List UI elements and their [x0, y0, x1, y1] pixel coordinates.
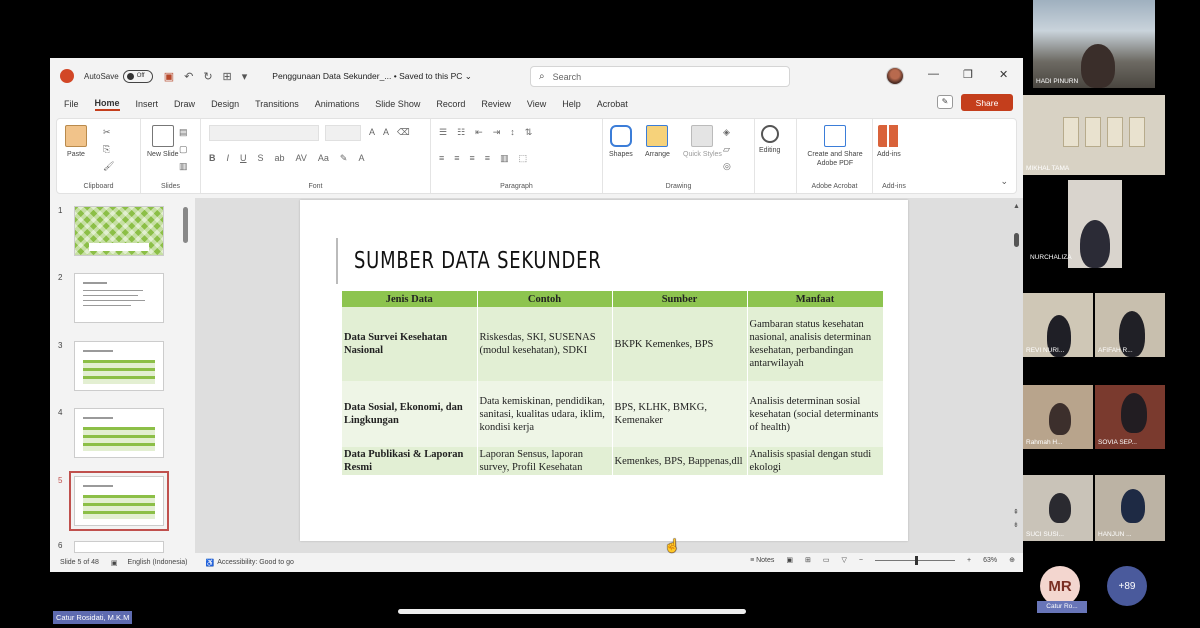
participant-name: AFIFAH R... — [1098, 347, 1133, 354]
shape-format-buttons — [723, 127, 731, 172]
self-initials: MR — [1048, 577, 1072, 595]
tab-slide-show[interactable]: Slide Show — [375, 99, 421, 109]
collapse-ribbon-icon[interactable]: ⌄ — [1000, 176, 1008, 186]
status-right-controls — [750, 556, 1015, 564]
language[interactable]: English (Indonesia) — [127, 559, 188, 566]
slides-small-buttons — [179, 127, 188, 172]
shapes-icon — [610, 125, 632, 147]
font-family-select[interactable] — [209, 125, 319, 141]
table-row — [342, 307, 883, 381]
participant-name: HADI PINURN — [1036, 78, 1079, 85]
home-indicator-bar[interactable] — [398, 609, 746, 614]
numbering-icon[interactable]: ☷ — [457, 127, 466, 137]
current-slide[interactable] — [300, 200, 908, 541]
shapes-label: Shapes — [609, 151, 633, 158]
thumbnail-scrollbar[interactable] — [183, 203, 189, 548]
editing-button[interactable] — [759, 125, 780, 155]
account-avatar[interactable] — [886, 67, 904, 85]
thumbnail-number: 6 — [58, 541, 63, 550]
thumbnail-number: 5 — [58, 476, 63, 485]
arrange-button[interactable] — [645, 125, 670, 159]
drawing-group — [603, 119, 755, 193]
search-placeholder: Search — [552, 71, 582, 82]
create-pdf-button[interactable] — [801, 125, 869, 168]
shape-effects-icon[interactable]: ◎ — [723, 161, 731, 171]
room-window — [1085, 117, 1101, 147]
paragraph-label: Paragraph — [500, 183, 533, 190]
highlight-icon[interactable]: ✎ — [339, 153, 348, 163]
present-icon[interactable]: ⊞ — [222, 70, 232, 83]
powerpoint-window — [50, 58, 1023, 572]
pdf-icon — [824, 125, 846, 147]
table-cell: Riskesdas, SKI, SUSENAS (modul kesehatan), SDKI — [477, 307, 612, 381]
document-title[interactable]: Penggunaan Data Sekunder_... • Saved to this PC ⌄ — [272, 70, 472, 81]
table-cell: Analisis spasial dengan studi ekologi — [747, 447, 883, 475]
increase-indent-icon[interactable]: ⇥ — [492, 127, 501, 137]
participant-name: NURCHALIZA — [1030, 254, 1072, 261]
table-cell: Laporan Sensus, laporan survey, Profil Kesehatan — [477, 447, 612, 475]
tab-view[interactable]: View — [526, 99, 547, 109]
title-bar — [50, 58, 1023, 94]
font-size-buttons — [369, 127, 410, 138]
tab-help[interactable]: Help — [562, 99, 581, 109]
slide-canvas — [195, 198, 1023, 553]
italic-icon[interactable]: I — [226, 153, 230, 163]
thumbnail-4[interactable] — [58, 408, 164, 458]
thumbnail-number: 2 — [58, 273, 63, 282]
shadow-icon[interactable]: ab — [274, 153, 285, 163]
share-label: Share — [975, 97, 999, 108]
scrollbar-thumb[interactable] — [1014, 233, 1019, 247]
data-source-table[interactable] — [342, 291, 884, 475]
section-icon[interactable]: ▥ — [179, 161, 188, 171]
paragraph-row-2 — [439, 153, 527, 164]
clipboard-label: Clipboard — [83, 183, 114, 190]
thumbnail-5[interactable] — [58, 476, 164, 526]
shape-outline-icon[interactable]: ▱ — [723, 144, 730, 154]
editing-group — [755, 119, 797, 193]
participant-video — [1049, 403, 1071, 435]
arrange-label: Arrange — [645, 151, 670, 158]
editing-label: Editing — [759, 147, 781, 154]
bold-icon[interactable]: B — [209, 153, 216, 163]
table-cell: Data Sosial, Ekonomi, dan Lingkungan — [342, 381, 477, 447]
room-window — [1107, 117, 1123, 147]
table-cell: Data Publikasi & Laporan Resmi — [342, 447, 477, 475]
participant-video — [1049, 493, 1071, 523]
comments-icon[interactable]: ✎ — [937, 95, 953, 109]
notes-label: Notes — [756, 556, 775, 564]
tab-record[interactable]: Record — [436, 99, 466, 109]
participant-tile[interactable] — [1095, 293, 1165, 357]
font-color-icon[interactable]: A — [358, 153, 365, 163]
slides-group — [141, 119, 201, 193]
adobe-acrobat-label: Adobe Acrobat — [811, 183, 858, 190]
paste-icon — [65, 125, 87, 147]
new-slide-icon — [152, 125, 174, 147]
table-cell: Analisis determinan sosial kesehatan (social determinants of health) — [747, 381, 883, 447]
reset-icon[interactable]: ▢ — [179, 144, 188, 154]
align-center-icon[interactable]: ≡ — [454, 153, 460, 163]
table-cell: Gambaran status kesehatan nasional, analisis determinan kesehatan, perbandingan antarwilayah — [747, 307, 883, 381]
participant-name: REVI NURI... — [1026, 347, 1065, 354]
addins-icon — [878, 125, 900, 147]
paragraph-row-1 — [439, 127, 532, 138]
layout-icon[interactable]: ▤ — [179, 127, 188, 137]
increase-font-icon[interactable]: A — [369, 127, 376, 137]
participant-name: SOVIA SEP... — [1098, 439, 1137, 446]
thumbnail-number: 1 — [58, 206, 63, 215]
save-icon[interactable]: ▣ — [163, 70, 175, 83]
zoom-out-icon[interactable]: − — [858, 556, 864, 564]
search-input[interactable] — [530, 66, 790, 87]
text-direction-icon[interactable]: ⇅ — [524, 127, 533, 137]
addins-label: Add-ins — [877, 151, 901, 158]
spelling-icon[interactable]: ▣ — [110, 559, 118, 567]
fit-slide-icon[interactable]: ⊕ — [1009, 557, 1015, 564]
font-group — [201, 119, 431, 193]
slide-count: Slide 5 of 48 — [60, 559, 99, 566]
notes-button[interactable]: ≡ Notes — [750, 556, 775, 564]
tab-transitions[interactable]: Transitions — [255, 99, 299, 109]
participant-tile[interactable] — [1095, 475, 1165, 541]
bullets-icon[interactable]: ☰ — [439, 127, 448, 137]
participant-video — [1121, 489, 1145, 523]
zoom-level[interactable]: 63% — [983, 556, 998, 564]
decrease-indent-icon[interactable]: ⇤ — [475, 127, 483, 137]
participant-tile[interactable] — [1023, 475, 1093, 541]
participant-tile[interactable] — [1023, 385, 1093, 449]
thumbnail-3[interactable] — [58, 341, 164, 391]
participant-tile[interactable] — [1068, 180, 1122, 268]
font-style-buttons — [209, 153, 364, 164]
spacing-icon[interactable]: AV — [295, 153, 307, 163]
table-cell: BKPK Kemenkes, BPS — [612, 307, 747, 381]
columns-icon[interactable]: ▥ — [500, 153, 509, 163]
slides-label: Slides — [160, 183, 181, 190]
thumbnail-image — [74, 341, 164, 391]
tab-file[interactable]: File — [64, 99, 79, 109]
thumbnail-image — [74, 408, 164, 458]
cut-icon[interactable]: ✂ — [103, 127, 111, 137]
thumbnail-image — [74, 541, 164, 553]
clipboard-small-buttons — [103, 127, 114, 172]
find-icon — [761, 125, 779, 143]
status-bar — [50, 553, 1023, 572]
column-header: Jenis Data — [342, 291, 477, 307]
align-right-icon[interactable]: ≡ — [469, 153, 475, 163]
more-participants-button[interactable] — [1107, 566, 1147, 606]
paste-button[interactable] — [65, 125, 87, 159]
quick-styles-label: Quick Styles — [683, 151, 722, 158]
font-label: Font — [308, 183, 323, 190]
thumbnail-number: 3 — [58, 341, 63, 350]
shapes-button[interactable] — [609, 125, 633, 159]
redo-icon[interactable]: ↻ — [203, 70, 213, 83]
addins-button[interactable] — [877, 125, 901, 159]
tab-insert[interactable]: Insert — [135, 99, 159, 109]
quick-styles-button[interactable] — [683, 125, 722, 159]
font-size-select[interactable] — [325, 125, 361, 141]
restore-icon[interactable]: ❐ — [963, 69, 973, 81]
undo-icon[interactable]: ↶ — [184, 70, 194, 83]
strike-icon[interactable]: S — [257, 153, 264, 163]
more-count: +89 — [1118, 580, 1136, 592]
column-header: Contoh — [477, 291, 612, 307]
table-row — [342, 381, 883, 447]
participant-video — [1121, 393, 1147, 433]
paste-label: Paste — [67, 151, 85, 158]
table-row — [342, 447, 883, 475]
customize-quick-access-icon[interactable]: ▾ — [241, 70, 248, 83]
tab-animations[interactable]: Animations — [314, 99, 360, 109]
tab-home[interactable]: Home — [95, 98, 120, 111]
autosave-state: Off — [136, 73, 145, 79]
powerpoint-logo-icon — [60, 69, 74, 83]
self-name: Catur Ro... — [1037, 601, 1087, 613]
slideshow-view-icon[interactable]: ▽ — [841, 557, 847, 564]
participant-name: Rahmah H... — [1026, 439, 1063, 446]
mouse-cursor-icon: ☝ — [664, 538, 681, 553]
zoom-slider-knob[interactable] — [915, 556, 918, 565]
addins-group-label: Add-ins — [882, 183, 906, 190]
toggle-knob-icon — [127, 73, 134, 80]
reading-view-icon[interactable]: ▭ — [822, 557, 830, 564]
underline-icon[interactable]: U — [240, 153, 247, 163]
tab-review[interactable]: Review — [481, 99, 511, 109]
ribbon — [56, 118, 1017, 194]
room-window — [1063, 117, 1079, 147]
participant-name: MIKHAL TAMA — [1026, 165, 1070, 172]
participant-tile[interactable] — [1023, 95, 1165, 175]
align-left-icon[interactable]: ≡ — [439, 153, 445, 163]
thumbnail-6[interactable] — [58, 541, 164, 553]
participant-tile[interactable] — [1033, 0, 1155, 88]
thumbnail-image-selected — [74, 476, 164, 526]
column-header: Sumber — [612, 291, 747, 307]
thumbnail-1[interactable] — [58, 206, 164, 256]
participant-name: HANJUN ... — [1098, 531, 1132, 538]
clear-format-icon[interactable]: ⌫ — [397, 127, 410, 137]
participant-tile[interactable] — [1095, 385, 1165, 449]
line-spacing-icon[interactable]: ↕ — [510, 127, 515, 137]
autosave-toggle[interactable] — [123, 70, 153, 83]
arrange-icon — [646, 125, 668, 147]
new-slide-button[interactable] — [147, 125, 179, 159]
room-window — [1129, 117, 1145, 147]
thumbnail-2[interactable] — [58, 273, 164, 323]
participant-video — [1081, 44, 1115, 88]
case-icon[interactable]: Aa — [317, 153, 329, 163]
scroll-up-icon[interactable]: ▲ — [1013, 203, 1020, 210]
justify-icon[interactable]: ≡ — [484, 153, 491, 163]
tab-design[interactable]: Design — [211, 99, 240, 109]
minimize-icon[interactable]: — — [928, 68, 939, 80]
shape-fill-icon[interactable]: ◈ — [723, 127, 730, 137]
thumbnail-image — [74, 273, 164, 323]
scrollbar-thumb[interactable] — [183, 207, 188, 243]
close-icon[interactable]: ✕ — [999, 69, 1009, 81]
decrease-font-icon[interactable]: A — [383, 127, 390, 137]
table-cell: BPS, KLHK, BMKG, Kemenaker — [612, 381, 747, 447]
accessibility-icon[interactable]: ♿ — [205, 559, 215, 567]
table-cell: Data Survei Kesehatan Nasional — [342, 307, 477, 381]
table-header-row — [342, 291, 883, 307]
smartart-icon[interactable]: ⬚ — [518, 153, 528, 163]
paragraph-group — [431, 119, 603, 193]
slide-thumbnail-pane — [50, 198, 195, 553]
quick-styles-icon — [691, 125, 713, 147]
zoom-slider[interactable] — [875, 560, 955, 561]
normal-view-icon[interactable]: ▣ — [786, 557, 794, 564]
participant-video — [1080, 220, 1110, 268]
drawing-label: Drawing — [665, 183, 692, 190]
self-avatar[interactable] — [1040, 566, 1080, 606]
slide-sorter-icon[interactable]: ⊞ — [805, 557, 811, 564]
presenter-name: Catur Rosidati, M.K.M — [53, 611, 132, 624]
clipboard-group — [57, 119, 141, 193]
scroll-up-page-icon[interactable]: ⇞ — [1013, 509, 1019, 516]
participant-tile[interactable] — [1023, 293, 1093, 357]
zoom-in-icon[interactable]: + — [967, 556, 972, 564]
new-slide-label: New Slide — [147, 151, 179, 158]
scroll-down-page-icon[interactable]: ⇟ — [1013, 522, 1019, 529]
search-icon: ⌕ — [539, 71, 545, 82]
tab-draw[interactable]: Draw — [174, 99, 196, 109]
table-cell: Kemenkes, BPS, Bappenas,dll — [612, 447, 747, 475]
slide-title[interactable]: SUMBER DATA SEKUNDER — [354, 248, 602, 274]
column-header: Manfaat — [747, 291, 883, 307]
share-button[interactable] — [961, 94, 1013, 111]
participant-name: SUCI SUSI... — [1026, 531, 1064, 538]
adobe-acrobat-group — [797, 119, 873, 193]
thumbnail-number: 4 — [58, 408, 63, 417]
format-painter-icon[interactable]: 🖌 — [103, 161, 115, 171]
table-cell: Data kemiskinan, pendidikan, sanitasi, kualitas udara, iklim, kondisi kerja — [477, 381, 612, 447]
autosave-label: AutoSave — [84, 71, 119, 81]
ribbon-tabs — [50, 94, 1023, 114]
title-accent-bar — [336, 238, 338, 284]
thumbnail-image — [74, 206, 164, 256]
addins-group — [873, 119, 915, 193]
tab-acrobat[interactable]: Acrobat — [596, 99, 628, 109]
create-pdf-label: Create and Share Adobe PDF — [807, 151, 863, 167]
copy-icon[interactable]: ⎘ — [103, 144, 111, 154]
canvas-scrollbar[interactable] — [1013, 203, 1021, 548]
accessibility-status[interactable]: Accessibility: Good to go — [217, 559, 294, 566]
